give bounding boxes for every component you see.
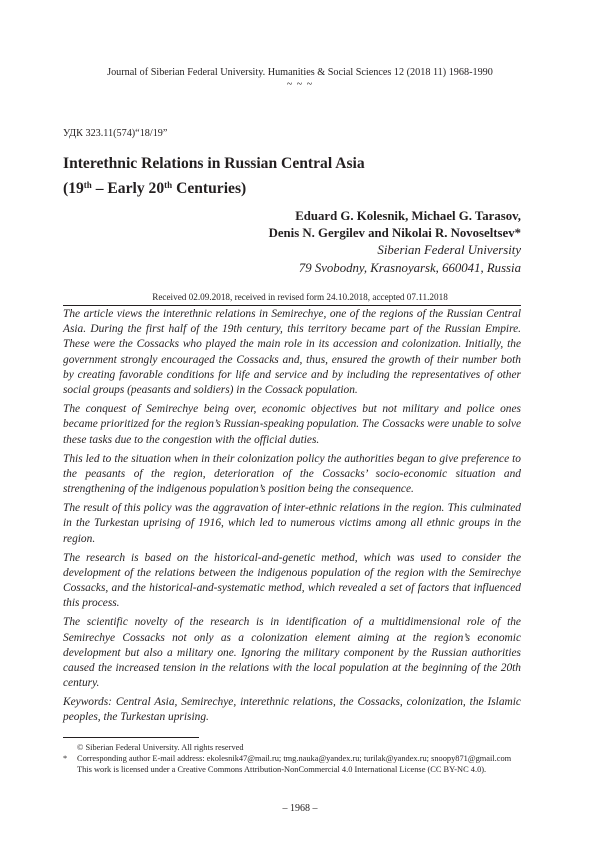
abstract-paragraph: The article views the interethnic relations in Semirechye, one of the regions of the Russian Central Asia. During the first half of the 19th century, this territory became part of the Russian Empire. These were the Cossacks who played the main role in its accession and colonization. Initially, the government strongly encouraged the Cossacks and, thus, ensured the growth of their number both by creating favorable conditions for life and service and by including the representatives of other social groups (peasants and soldiers) in the Cossack population. (63, 308, 521, 397)
footnote-rule (63, 737, 199, 738)
abstract-paragraph: The conquest of Semirechye being over, economic objectives but not military and police ones became prioritized for the region’s Russian-speaking population. The Cossacks were unable to solve these tasks due to the congestion with the official duties. (63, 403, 521, 446)
keywords: Keywords: Central Asia, Semirechye, interethnic relations, the Cossacks, colonization, the Islamic peoples, the Turkestan uprising. (63, 696, 521, 724)
title-part-open: (19 (63, 180, 84, 197)
abstract-paragraph: The scientific novelty of the research is in identification of a multidimensional role of the Semirechye Cossacks not only as a colonization element aiming at the region’s economic development but also a military one. Ignoring the military component by the Russian authorities caused the increased tension in the relations with the local population at the beginning of the 20th century. (63, 616, 521, 690)
license-note: This work is licensed under a Creative Commons Attribution-NonCommercial 4.0 International License (CC BY-NC 4.0). (77, 765, 487, 774)
title-part-close: Centuries) (172, 180, 247, 197)
title-superscript-1: th (83, 180, 92, 190)
author-block (269, 208, 521, 277)
title-line-2 (63, 176, 533, 201)
journal-header: Journal of Siberian Federal University. Humanities & Social Sciences 12 (2018 11) 1968-1990 (107, 67, 493, 78)
authors-line-2: Denis N. Gergilev and Nikolai R. Novoseltsev* (268, 226, 521, 241)
affiliation: Siberian Federal University (377, 243, 521, 258)
title-line-1: Interethnic Relations in Russian Central Asia (63, 155, 365, 172)
udk-code: УДК 323.11(574)“18/19” (63, 128, 168, 139)
abstract-paragraph: This led to the situation when in their colonization policy the authorities began to give preference to the peasants of the region, deterioration of the Cossacks’ socio-economic situation and strengthening of the indigenous population’s position being the consequence. (63, 452, 521, 496)
article-title (63, 151, 533, 201)
corresponding-author-text: Corresponding author E-mail address: ekolesnik47@mail.ru; tmg.nauka@yandex.ru; turilak@yandex.ru; snoopy871@gmail.com (77, 754, 512, 763)
page-number: – 1968 – (282, 803, 318, 814)
copyright-note: © Siberian Federal University. All rights reserved (77, 743, 244, 752)
received-dates: Received 02.09.2018, received in revised form 24.10.2018, accepted 07.11.2018 (152, 292, 448, 302)
abstract (63, 307, 521, 730)
corresponding-author-note (63, 753, 533, 764)
abstract-paragraph: The result of this policy was the aggravation of inter-ethnic relations in the region. This culminated in the Turkestan uprising of 1916, which led to numerous victims among all ethnic groups in the region. (63, 502, 521, 545)
abstract-paragraph: The research is based on the historical-and-genetic method, which was used to consider the development of the relations between the indigenous population of the region with the Semirechye Cossacks, and the historical-and-systematic method, which revealed a set of factors that influenced this process. (63, 551, 521, 610)
abstract-top-rule (63, 305, 521, 306)
title-part-mid: – Early 20 (91, 180, 165, 197)
affiliation-address: 79 Svobodny, Krasnoyarsk, 660041, Russia (298, 260, 521, 275)
footnote-star: * (63, 754, 68, 763)
authors-line-1: Eduard G. Kolesnik, Michael G. Tarasov, (295, 209, 521, 223)
header-ornament: ~ ~ ~ (286, 79, 314, 90)
footnotes (63, 742, 533, 775)
title-superscript-2: th (164, 180, 173, 190)
